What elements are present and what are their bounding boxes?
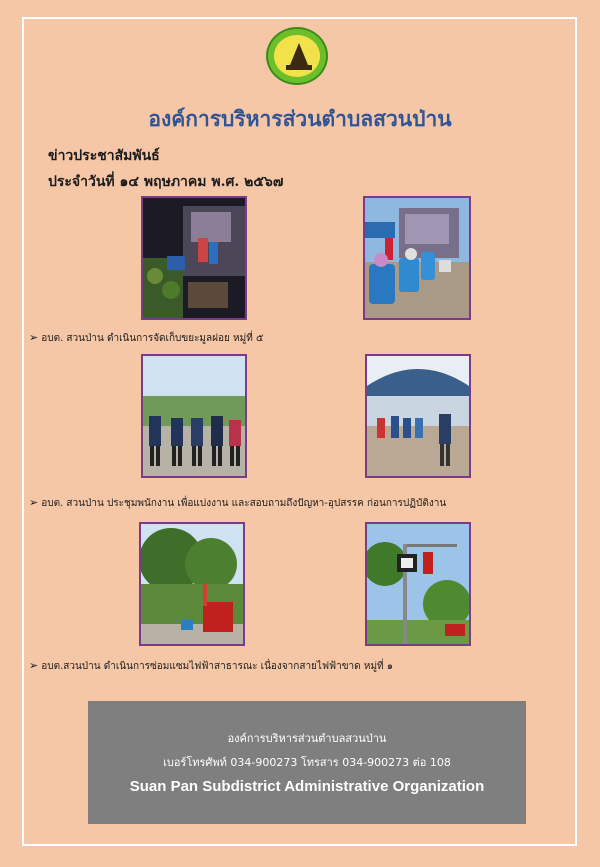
news-heading: ข่าวประชาสัมพันธ์ [48,148,160,164]
photo-repair-streetlight [365,522,471,646]
page-title: องค์การบริหารส่วนตำบลสวนป่าน [148,106,452,131]
news-caption-1 [29,331,264,346]
photo-garbage-truck-night [141,196,247,320]
photo-repair-truck-trees [139,522,245,646]
arrow-bullet-icon: ➢ [29,331,39,344]
footer-org-name: องค์การบริหารส่วนตำบลสวนป่าน [227,732,387,745]
news-caption-3 [29,659,393,674]
footer-contact: เบอร์โทรศัพท์ 034-900273 โทรสาร 034-900273 ต่อ 108 [163,756,451,769]
arrow-bullet-icon: ➢ [29,496,39,509]
news-caption-text: อบต. สวนป่าน ดำเนินการจัดเก็บขยะมูลฝอย หมู่ที่ ๕ [41,333,264,344]
news-date: ประจำวันที่ ๑๔ พฤษภาคม พ.ศ. ๒๕๖๗ [48,174,284,190]
news-caption-2 [29,496,446,511]
photo-staff-meeting-outdoor [141,354,247,478]
contact-footer [88,701,526,824]
news-caption-text: อบต.สวนป่าน ดำเนินการซ่อมแซมไฟฟ้าสาธารณะ เนื่องจากสายไฟฟ้าขาด หมู่ที่ ๑ [41,661,394,672]
photo-staff-meeting-shelter [365,354,471,478]
organization-logo [266,27,328,85]
arrow-bullet-icon: ➢ [29,659,39,672]
footer-english-name: Suan Pan Subdistrict Administrative Organization [129,778,485,795]
photo-garbage-truck-day [363,196,471,320]
news-caption-text: อบต. สวนป่าน ประชุมพนักงาน เพื่อแบ่งงาน และสอบถามถึงปัญหา-อุปสรรค ก่อนการปฏิบัติงาน [41,498,447,509]
